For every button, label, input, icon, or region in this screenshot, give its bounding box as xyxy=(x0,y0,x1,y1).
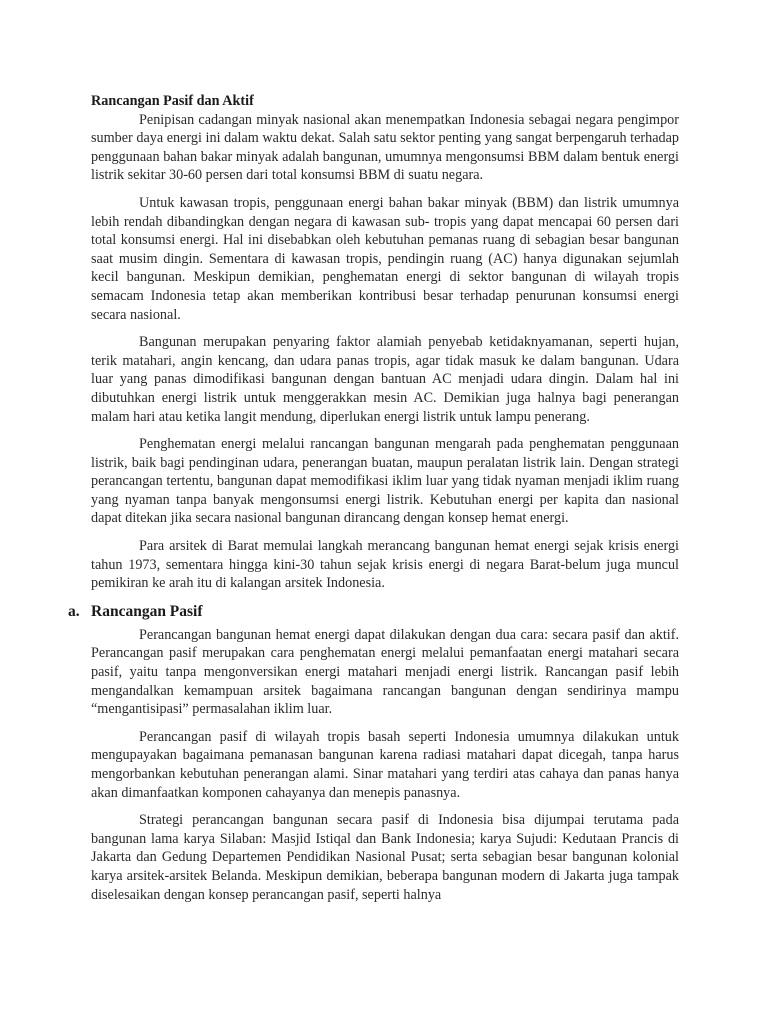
section-a-paragraph-2: Perancangan pasif di wilayah tropis basah seperti Indonesia umumnya dilakukan untuk mengupayakan bagaimana pemanasan bangunan karena radiasi matahari dapat dicegah, tanpa harus mengorbankan kebutuhan penerangan alami. Sinar matahari yang terdiri atas cahaya dan panas hanya akan dimanfaatkan komponen cahayanya dan menepis panasnya. xyxy=(91,728,679,801)
paragraph-3: Bangunan merupakan penyaring faktor alamiah penyebab ketidaknyamanan, seperti hujan, terik matahari, angin kencang, dan udara panas tropis, agar tidak masuk ke dalam bangunan. Udara luar yang panas dimodifikasi bangunan dengan bantuan AC menjadi udara dingin. Dalam hal ini dibutuhkan energi listrik untuk menggerakkan mesin AC. Demikian juga halnya bagi penerangan malam hari atau ketika langit mendung, diperlukan energi listrik untuk lampu penerang. xyxy=(91,334,679,425)
paragraph-2: Untuk kawasan tropis, penggunaan energi bahan bakar minyak (BBM) dan listrik umumnya lebih rendah dibandingkan dengan negara di kawasan sub- tropis yang dapat mencapai 60 persen dari total konsumsi energi. Hal ini disebabkan oleh kebutuhan pemanas ruang di sebagian besar bangunan saat musim dingin. Sementara di kawasan tropis, pendingin ruang (AC) hanya digunakan sejumlah kecil bangunan. Meskipun demikian, penghematan energi di sektor bangunan di wilayah tropis semacam Indonesia tetap akan memberikan kontribusi besar terhadap penurunan konsumsi energi secara nasional. xyxy=(91,194,679,323)
document-title: Rancangan Pasif dan Aktif xyxy=(91,93,254,109)
section-heading-text: Rancangan Pasif xyxy=(91,602,203,620)
section-heading-rancangan-pasif xyxy=(68,602,679,622)
paragraph-1: Penipisan cadangan minyak nasional akan menempatkan Indonesia sebagai negara pengimpor sumber daya energi ini dalam waktu dekat. Salah satu sektor penting yang sangat berpengaruh terhadap penggunaan bahan bakar minyak adalah bangunan, umumnya mengonsumsi BBM dalam bentuk energi listrik sekitar 30-60 persen dari total konsumsi BBM di suatu negara. xyxy=(91,111,679,184)
section-marker: a. xyxy=(68,602,80,620)
paragraph-5: Para arsitek di Barat memulai langkah merancang bangunan hemat energi sejak krisis energi tahun 1973, sementara hingga kini-30 tahun sejak krisis energi di negara Barat-belum juga muncul pemikiran ke arah itu di kalangan arsitek Indonesia. xyxy=(91,538,679,592)
document-page xyxy=(68,92,679,913)
paragraph-4: Penghematan energi melalui rancangan bangunan mengarah pada penghematan penggunaan listrik, baik bagi pendinginan udara, penerangan buatan, maupun peralatan listrik lain. Dengan strategi perancangan tertentu, bangunan dapat memodifikasi iklim luar yang tidak nyaman menjadi iklim ruang yang nyaman tanpa banyak mengonsumsi energi listrik. Kebutuhan energi per kapita dan nasional dapat ditekan jika secara nasional bangunan dirancang dengan konsep hemat energi. xyxy=(91,436,679,527)
section-a-paragraph-3: Strategi perancangan bangunan secara pasif di Indonesia bisa dijumpai terutama pada bangunan lama karya Silaban: Masjid Istiqal dan Bank Indonesia; karya Sujudi: Kedutaan Prancis di Jakarta dan Gedung Departemen Pendidikan Nasional Pusat; serta sebagian besar bangunan kolonial karya arsitek-arsitek Belanda. Meskipun demikian, beberapa bangunan modern di Jakarta juga tampak diselesaikan dengan konsep perancangan pasif, seperti halnya xyxy=(91,812,679,903)
section-a-paragraph-1: Perancangan bangunan hemat energi dapat dilakukan dengan dua cara: secara pasif dan aktif. Perancangan pasif merupakan cara penghematan energi melalui pemanfaatan energi matahari secara pasif, yaitu tanpa mengonversikan energi matahari menjadi energi listrik. Rancangan pasif lebih mengandalkan kemampuan arsitek bagaimana rancangan bangunan dengan sendirinya mampu “mengantisipasi” permasalahan iklim luar. xyxy=(91,626,679,718)
